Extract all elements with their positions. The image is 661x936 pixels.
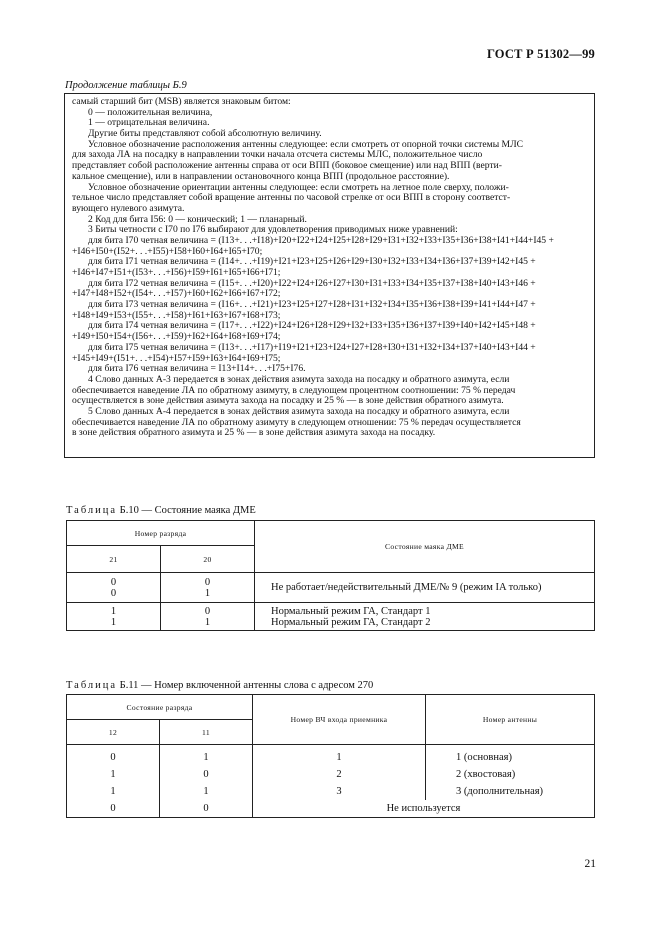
note-line: Условное обозначение ориентации антенны следующее: если смотреть на летное поле сверху, положи- bbox=[88, 182, 509, 193]
table11-cell: 0 bbox=[67, 745, 160, 767]
note-line: для бита I72 четная величина = (I15+. . .+I20)+I22+I24+I26+I27+I30+I31+I33+I34+I35+I37+I38+I40+I43+I46 + bbox=[88, 278, 536, 289]
note-line: 2 Код для бита I56: 0 — конический; 1 — планарный. bbox=[88, 214, 307, 225]
note-line: 0 — положительная величина, bbox=[88, 107, 213, 118]
table11-cell: 1 bbox=[253, 745, 426, 767]
table11-caption-text: Б.11 — Номер включенной антенны слова с адресом 270 bbox=[119, 680, 374, 691]
note-line: +I45+I49+(I51+. . .+I54)+I57+I59+I63+I64+I69+I75; bbox=[72, 353, 281, 364]
table10-caption-label: Таблица bbox=[66, 505, 118, 516]
note-line: осуществляется в зоне действия азимута захода на посадку и 25 % — в зоне действия обратного азимута. bbox=[72, 396, 504, 407]
table10-cell: 0 0 bbox=[67, 573, 161, 603]
table-row bbox=[67, 745, 595, 767]
table11-cell: 3 (дополнительная) bbox=[426, 783, 595, 800]
note-line: представляет собой расположение антенны справа от оси ВПП (боковое смещение) или над ВПП (верти- bbox=[72, 161, 502, 172]
page-number: 21 bbox=[584, 858, 596, 870]
note-line: обеспечивается наведение ЛА по обратному азимуту, в следующем процентном соотношении: 75 % передач bbox=[72, 385, 516, 396]
table10-col-a: 21 bbox=[67, 546, 161, 573]
note-line: 5 Слово данных А-4 передается в зонах действия азимута захода на посадку и обратного азимута, если bbox=[88, 406, 510, 417]
table11-header-group: Состояние разряда bbox=[67, 695, 253, 720]
note-line: Условное обозначение расположения антенны следующее: если смотреть от опорной точки системы МЛС bbox=[88, 139, 523, 150]
table10-cell: 0 1 bbox=[161, 603, 255, 631]
table11-cell: 1 bbox=[160, 783, 253, 800]
note-line: в зоне действия обратного азимута и 25 % — в зоне действия азимута захода на посадку. bbox=[72, 428, 436, 439]
notes-text bbox=[72, 97, 590, 439]
table11-cell: 1 bbox=[67, 783, 160, 800]
note-line: Другие биты представляют собой абсолютную величину. bbox=[88, 129, 322, 140]
note-line: самый старший бит (MSB) является знаковым битом: bbox=[72, 97, 291, 107]
note-line: обеспечивается наведение ЛА по обратному азимуту в следующем отношении: 75 % передач осуществляется bbox=[72, 417, 521, 428]
note-line: 3 Биты четности с I70 по I76 выбирают для удовлетворения приводимых ниже уравнений: bbox=[88, 225, 458, 236]
note-line: вующего нулевого азимута. bbox=[72, 203, 185, 214]
table11-cell: 0 bbox=[67, 800, 160, 818]
table11-cell: 3 bbox=[253, 783, 426, 800]
note-line: +I49+I50+I54+(I56+. . .+I59)+I62+I64+I68+I69+I74; bbox=[72, 332, 281, 343]
note-line: для бита I71 четная величина = (I14+. . .+I19)+I21+I23+I25+I26+I29+I30+I32+I33+I34+I36+I37+I39+I42+I45 + bbox=[88, 257, 536, 268]
table11-cell: 2 bbox=[253, 766, 426, 783]
note-line: +I47+I48+I52+(I54+. . .+I57)+I60+I62+I66+I67+I72; bbox=[72, 289, 281, 300]
table11 bbox=[66, 694, 595, 818]
table11-cell: 1 bbox=[67, 766, 160, 783]
note-line: для бита I73 четная величина = (I16+. . .+I21)+I23+I25+I27+I28+I31+I32+I34+I35+I36+I38+I39+I41+I44+I47 + bbox=[88, 300, 536, 311]
table11-cell: 1 bbox=[160, 745, 253, 767]
note-line: кальное смещение), или в направлении остановочного конца ВПП (продольное расстояние). bbox=[72, 171, 450, 182]
table10-header-group: Номер разряда bbox=[67, 521, 255, 546]
note-line: тельное число представляет собой вращение антенны по часовой стрелке от оси ВПП в сторону соответст- bbox=[72, 193, 511, 204]
table11-cell: 1 (основная) bbox=[426, 745, 595, 767]
table10-cell: 1 1 bbox=[67, 603, 161, 631]
note-line: для бита I75 четная величина = (I13+. . .+I17)+I19+I21+I23+I24+I27+I28+I30+I31+I32+I34+I37+I40+I43+I44 + bbox=[88, 342, 536, 353]
note-line: +I46+I50+(I52+. . .+I55)+I58+I60+I64+I65+I70; bbox=[72, 246, 263, 257]
table11-cell-unused: Не используется bbox=[253, 800, 595, 818]
standard-header: ГОСТ Р 51302—99 bbox=[486, 47, 595, 61]
table11-caption bbox=[66, 680, 373, 691]
table11-cell: 0 bbox=[160, 800, 253, 818]
note-line: для бита I70 четная величина = (I13+. . .+I18)+I20+I22+I24+I25+I28+I29+I31+I32+I33+I35+I36+I38+I41+I44+I45 + bbox=[88, 235, 554, 246]
note-line: для бита I74 четная величина = (I17+. . .+I22)+I24+I26+I28+I29+I32+I33+I35+I36+I37+I39+I40+I42+I45+I48 + bbox=[88, 321, 536, 332]
table10-state-cell: Нормальный режим ГА, Стандарт 1 Нормальный режим ГА, Стандарт 2 bbox=[255, 603, 595, 631]
table-row bbox=[67, 800, 595, 818]
table10-cell: 0 1 bbox=[161, 573, 255, 603]
table-row bbox=[67, 573, 595, 603]
table-continuation-label: Продолжение таблицы Б.9 bbox=[65, 80, 187, 91]
note-line: +I48+I49+I53+(I55+. . .+I58)+I61+I63+I67+I68+I73; bbox=[72, 310, 281, 321]
table-row bbox=[67, 603, 595, 631]
table11-col-b: 11 bbox=[160, 720, 253, 745]
table-row bbox=[67, 766, 595, 783]
table11-header-rx: Номер ВЧ входа приемника bbox=[253, 695, 426, 745]
table11-cell: 2 (хвостовая) bbox=[426, 766, 595, 783]
table10-caption bbox=[66, 505, 256, 516]
table11-col-a: 12 bbox=[67, 720, 160, 745]
note-line: для бита I76 четная величина = I13+I14+. . .+I75+I76. bbox=[88, 364, 306, 375]
table10-state-cell: Не работает/недействительный ДМЕ/№ 9 (режим IA только) bbox=[255, 573, 595, 603]
table11-caption-label: Таблица bbox=[66, 680, 118, 691]
table10-header-state: Состояние маяка ДМЕ bbox=[255, 521, 595, 573]
note-line: для захода ЛА на посадку в направлении точки начала отсчета системы МЛС, положительное число bbox=[72, 150, 483, 161]
table11-cell: 0 bbox=[160, 766, 253, 783]
note-line: +I46+I47+I51+(I53+. . .+I56)+I59+I61+I65+I66+I71; bbox=[72, 268, 281, 278]
note-line: 4 Слово данных А-3 передается в зонах действия азимута захода на посадку и обратного азимута, если bbox=[88, 374, 510, 385]
table11-header-ant: Номер антенны bbox=[426, 695, 595, 745]
table10 bbox=[66, 520, 595, 631]
note-line: 1 — отрицательная величина. bbox=[88, 118, 210, 129]
table-row bbox=[67, 783, 595, 800]
table10-caption-text: Б.10 — Состояние маяка ДМЕ bbox=[119, 505, 256, 516]
table10-col-b: 20 bbox=[161, 546, 255, 573]
